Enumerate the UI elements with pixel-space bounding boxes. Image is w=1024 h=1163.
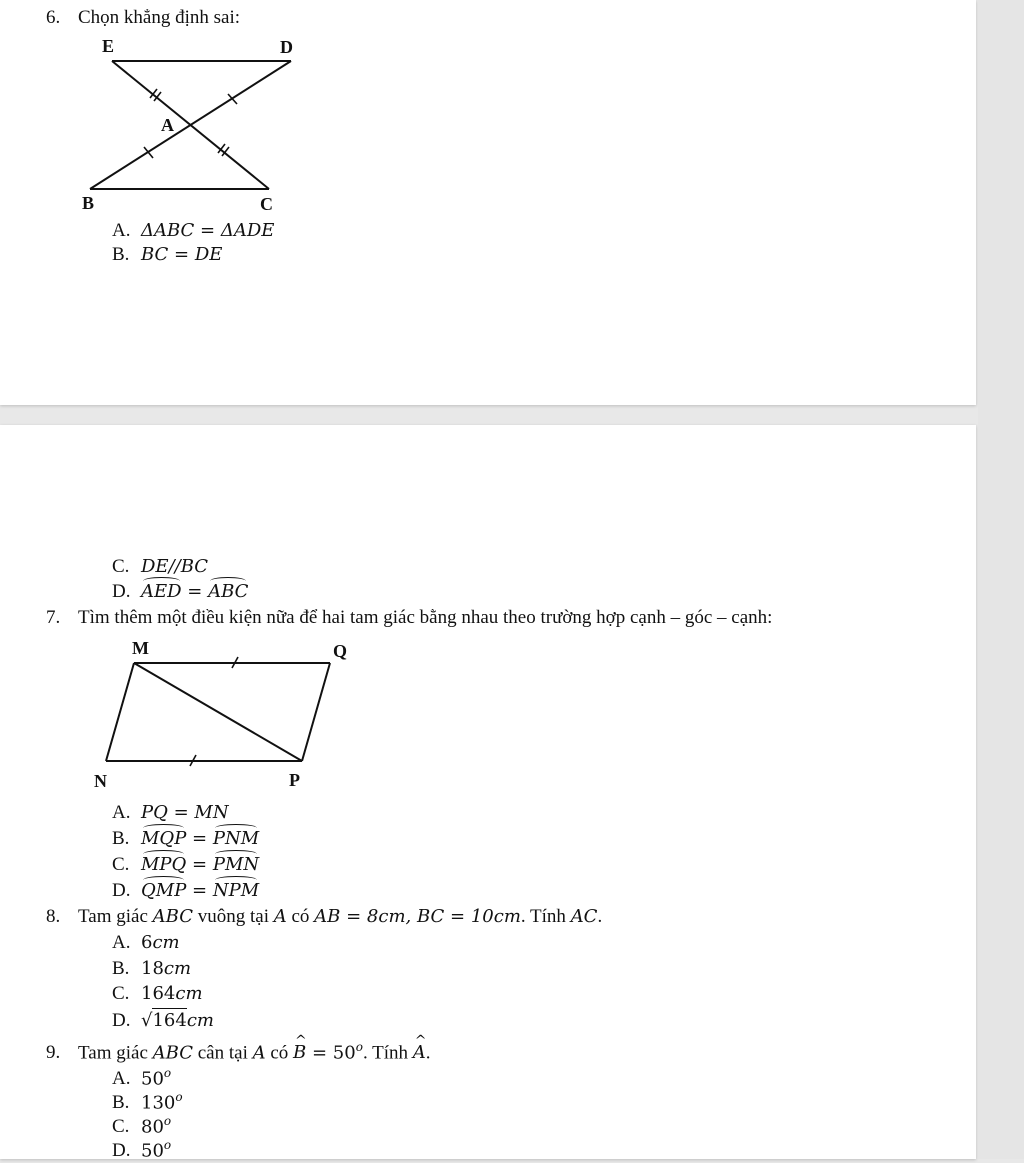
q6-option-d: D. AED = ABC: [112, 581, 249, 602]
label-d: D: [280, 37, 293, 57]
question-text-part: Tam giác: [78, 906, 148, 927]
q7-option-d: D. QMP = NPM: [112, 880, 260, 901]
given-expr: AB = 8cm, BC = 10cm: [314, 906, 521, 927]
segment-mn: [106, 663, 134, 761]
option-number: 50: [141, 1068, 164, 1090]
q6-option-a: [112, 219, 274, 243]
option-expr: DE//BC: [141, 556, 209, 577]
option-number: 164: [141, 983, 176, 1004]
option-expr: BC = DE: [141, 244, 223, 265]
option-number: 50: [141, 1140, 164, 1162]
degree-mark: o: [163, 1138, 172, 1152]
option-label: C.: [112, 556, 130, 577]
figure-parallelogram-mnpq: [90, 632, 370, 802]
option-label: D.: [112, 1010, 131, 1031]
option-unit: cm: [186, 1010, 214, 1031]
question-text-part: Tam giác: [78, 1042, 148, 1064]
angle-left: MQP: [141, 828, 187, 849]
option-number: 130: [141, 1092, 176, 1114]
label-a: A: [161, 115, 174, 135]
segment-mp: [134, 663, 302, 761]
option-label: C.: [112, 983, 130, 1004]
option-unit: cm: [152, 932, 180, 953]
q7-option-b: B. MQP = PNM: [112, 828, 260, 849]
figure-triangles-abc-ade: [80, 32, 310, 218]
asked-segment: AC: [570, 906, 598, 927]
q8-option-d: [112, 1009, 214, 1033]
label-n: N: [94, 771, 107, 791]
option-label: B.: [112, 1092, 130, 1114]
option-label: D.: [112, 581, 131, 602]
q8-option-b: [112, 957, 191, 981]
vertex-name: A: [273, 906, 287, 927]
angle-left: QMP: [141, 880, 187, 901]
option-expr: PQ = MN: [141, 802, 229, 823]
question-text-part: .: [425, 1042, 431, 1064]
q6-option-c: [112, 555, 208, 579]
question-text-part: . Tính: [520, 906, 566, 927]
q7-option-c: C. MPQ = PMN: [112, 854, 260, 875]
segment-qp: [302, 663, 330, 761]
question-8: [46, 905, 602, 929]
option-number: 18: [141, 958, 164, 979]
q8-option-c: [112, 982, 203, 1006]
segment-db: [90, 61, 291, 189]
q6-option-b: [112, 243, 222, 267]
angle-right: ABC: [208, 581, 249, 602]
given-angle: ^ B: [293, 1041, 306, 1065]
question-text-part: có: [291, 906, 310, 927]
option-unit: cm: [175, 983, 203, 1004]
angle-left: AED: [141, 581, 182, 602]
question-9: [46, 1035, 430, 1065]
angle-left: MPQ: [141, 854, 187, 875]
option-label: B.: [112, 828, 130, 849]
q8-option-a: [112, 931, 180, 955]
question-7: [46, 606, 772, 630]
option-label: A.: [112, 220, 131, 241]
option-label: C.: [112, 1116, 130, 1138]
angle-right: NPM: [212, 880, 260, 901]
sqrt-sign: √: [141, 1010, 153, 1031]
label-b: B: [82, 193, 95, 213]
label-m: M: [132, 638, 149, 658]
option-label: B.: [112, 958, 130, 979]
option-number: 164: [152, 1010, 187, 1031]
degree-mark: o: [175, 1090, 183, 1104]
option-label: A.: [112, 802, 131, 823]
angle-right: PNM: [212, 828, 260, 849]
option-label: D.: [112, 1140, 131, 1162]
vertex-name: A: [252, 1042, 266, 1064]
option-label: B.: [112, 244, 130, 265]
question-number: 7.: [46, 607, 61, 628]
triangle-name: ABC: [152, 1042, 193, 1064]
option-number: 80: [141, 1116, 164, 1138]
label-q: Q: [333, 641, 348, 661]
option-unit: cm: [163, 958, 192, 979]
question-number: 9.: [46, 1042, 61, 1064]
question-text-part: cân tại: [197, 1042, 248, 1064]
angle-right: PMN: [212, 854, 260, 875]
option-expr: ΔABC = ΔADE: [141, 220, 275, 241]
option-label: C.: [112, 854, 130, 875]
triangle-name: ABC: [152, 906, 193, 927]
q7-option-a: [112, 801, 229, 825]
option-number: 6: [141, 932, 153, 953]
viewer-scroll-area[interactable]: [978, 0, 1024, 1159]
question-text-part: . Tính: [362, 1042, 408, 1064]
given-value: = 50: [306, 1042, 356, 1064]
label-p: P: [289, 770, 300, 790]
question-number: 6.: [46, 7, 61, 28]
asked-angle: ^ A: [413, 1041, 426, 1065]
label-e: E: [102, 36, 115, 56]
degree-mark: o: [355, 1040, 363, 1054]
question-text-part: có: [270, 1042, 289, 1064]
question-number: 8.: [46, 906, 61, 927]
degree-mark: o: [163, 1114, 172, 1128]
option-label: A.: [112, 932, 131, 953]
label-c: C: [260, 194, 273, 214]
question-text-part: vuông tại: [197, 906, 269, 927]
degree-mark: o: [163, 1066, 172, 1080]
question-text-part: .: [597, 906, 603, 927]
question-6: [46, 6, 240, 30]
option-label: D.: [112, 880, 131, 901]
question-text: Chọn khẳng định sai:: [78, 7, 241, 28]
question-text: Tìm thêm một điều kiện nữa để hai tam giác bằng nhau theo trường hợp cạnh – góc – cạnh:: [78, 607, 773, 628]
option-label: A.: [112, 1068, 131, 1090]
